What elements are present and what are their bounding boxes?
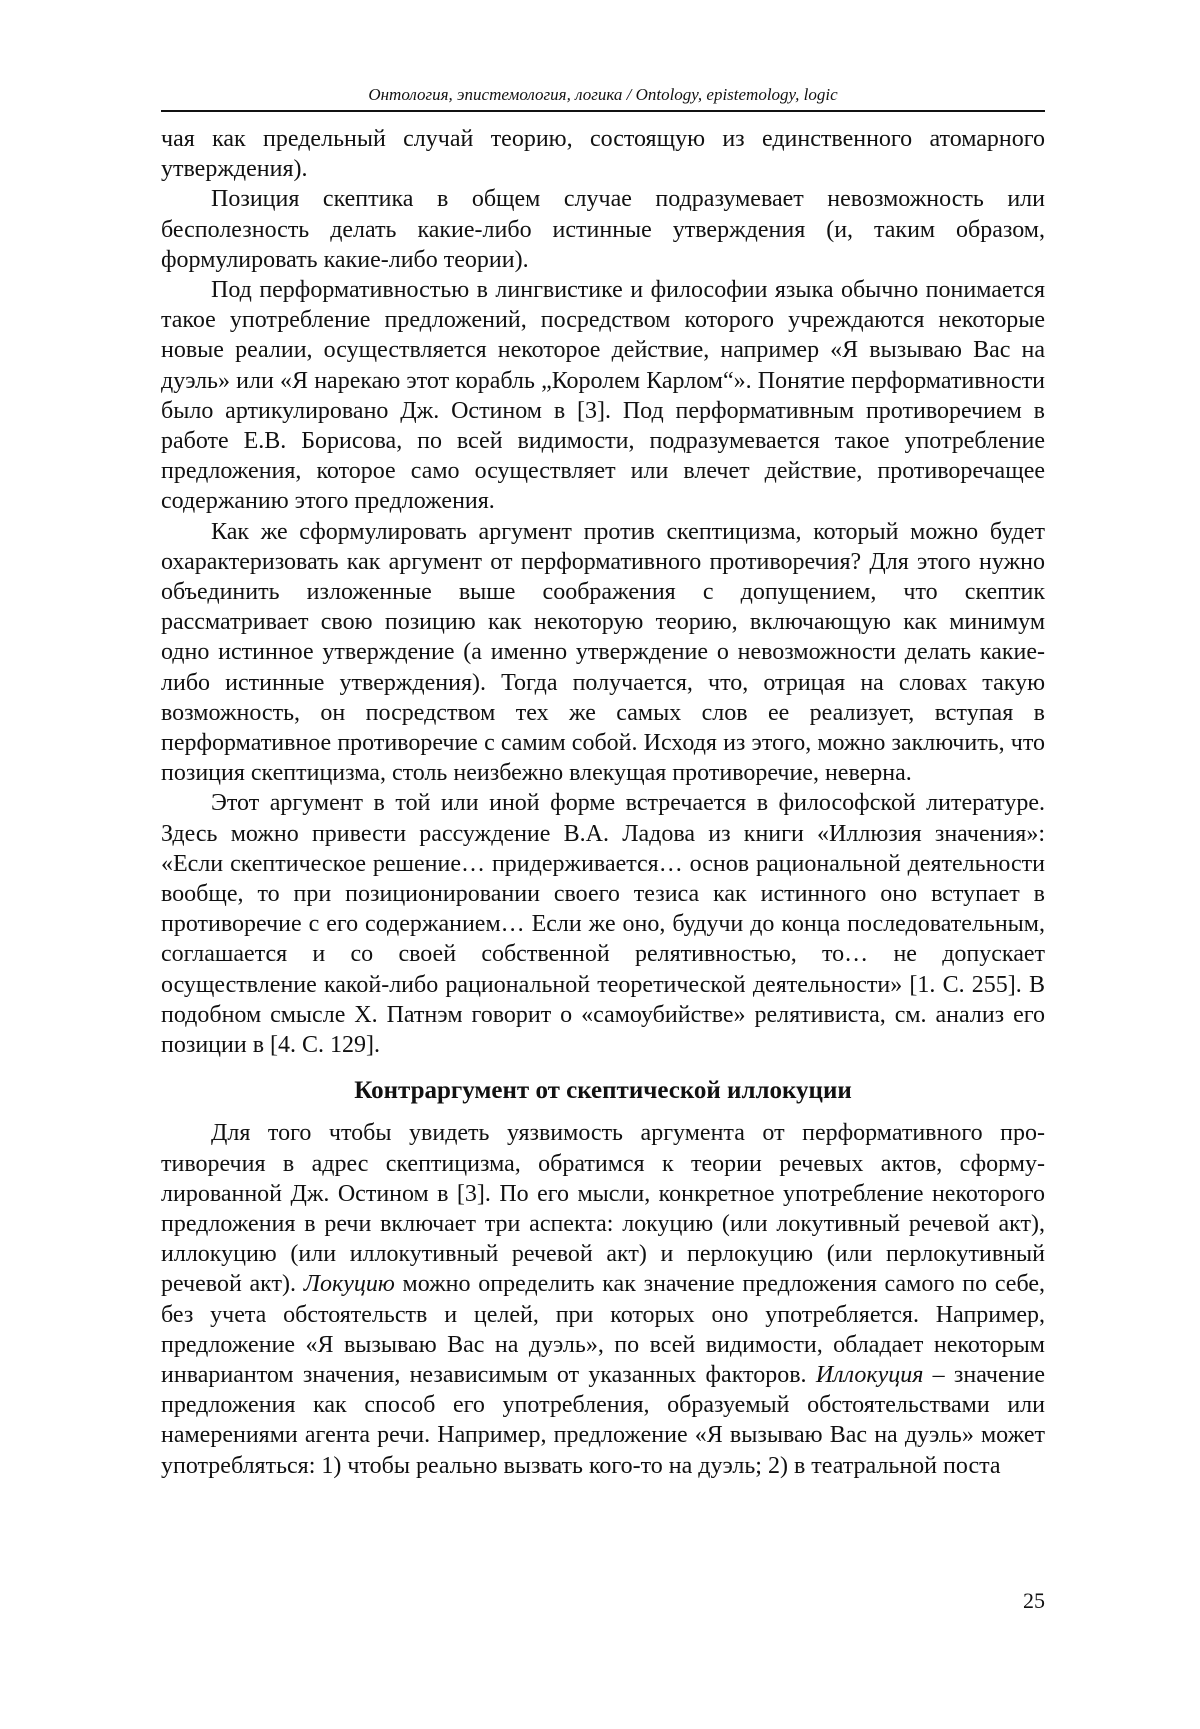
paragraph-text: – значение предложения как способ его употребления, образуемый обстоятельствами или намерениями агента речи. Например, предложение «Я вызываю Вас на дуэль» может употребляться: 1) чтобы реально вызвать кого-то на дуэль; 2) в театральной поста <box>161 1361 1045 1479</box>
paragraph <box>161 1118 1045 1480</box>
running-head: Онтология, эпистемология, логика / Ontology, epistemology, logic <box>161 84 1045 112</box>
body-text <box>161 124 1045 1481</box>
paragraph: Позиция скептика в общем случае подразумевает невозможность или бесполезность делать какие-либо истинные утверждения (и, таким образом, формулировать какие-либо теории). <box>161 186 1045 273</box>
section-heading: Контраргумент от скептической иллокуции <box>354 1077 852 1105</box>
paragraph: Как же сформулировать аргумент против скептицизма, который можно будет охарактеризовать как аргумент от перформативного противоречия? Для этого нужно объединить изложенные выше соображения с допущением, что скептик рассматривает свою позицию как некоторую теорию, включающую как минимум одно истинное утверждение (а именно утверждение о невозможности делать какие-либо истинные утверждения). Тогда получается, что, отрицая на словах такую возможность, он посредством тех же самых слов ее реализует, вступая в перформативное противоречие с самим собой. Исходя из этого, можно заключить, что позиция скептицизма, столь неизбежно влекущая противоречие, неверна. <box>161 518 1045 787</box>
paragraph: чая как предельный случай теорию, состоящую из единственного атомарного утверждения). <box>161 126 1045 183</box>
paragraph: Этот аргумент в той или иной форме встречается в философской литературе. Здесь можно привести рассуждение В.А. Ладова из книги «Иллюзия значения»: «Если скептическое решение… придерживается… основ рациональной деятельности вообще, то при позиционировании своего тезиса как истинного оно вступает в противоречие с его содержанием… Если же оно, будучи до конца последовательным, соглашается и со своей собственной релятивностью, то… не допускает осуществление какой-либо рациональной теоретической деятельности» [1. С. 255]. В подобном смысле Х. Патнэм говорит о «самоубийстве» релятивиста, см. анализ его позиции в [4. С. 129]. <box>161 790 1045 1059</box>
paragraph-text: можно определить как значение предложения самого по себе, без учета обстоятельств и целей, при которых оно употребляется. Например, предложение «Я вызываю Вас на дуэль», по всей видимости, обладает некоторым инвариантом значения, независимым от указанных факторов. <box>161 1271 1046 1388</box>
paragraph-text: Для того чтобы увидеть уязвимость аргумента от перформативного противоречия в адрес скептицизма, обратимся к теории речевых актов, сформулированной Дж. Остином в [3]. По его мысли, конкретное употребление некоторого предложения в речи включает три аспекта: локуцию (или локутивный речевой акт), иллокуцию (или иллокутивный речевой акт) и перлокуцию (или перлокутивный речевой акт). <box>161 1120 1045 1298</box>
paragraph: Под перформативностью в лингвистике и философии языка обычно понимается такое употребление предложений, посредством которого учреждаются некоторые новые реалии, осуществляется некоторое действие, например «Я вызываю Вас на дуэль» или «Я нарекаю этот корабль „Королем Карлом“». Понятие перформативности было артикулировано Дж. Остином в [3]. Под перформативным противоречием в работе Е.В. Борисова, по всей видимости, подразумевается такое употребление предложения, которое само осуществляет или влечет действие, противоречащее содержанию этого предложения. <box>161 277 1045 515</box>
page-number: 25 <box>1023 1588 1045 1613</box>
term-illocution: Иллокуция <box>815 1361 924 1388</box>
page <box>161 84 1045 1481</box>
term-locution: Локуцию <box>303 1271 395 1298</box>
